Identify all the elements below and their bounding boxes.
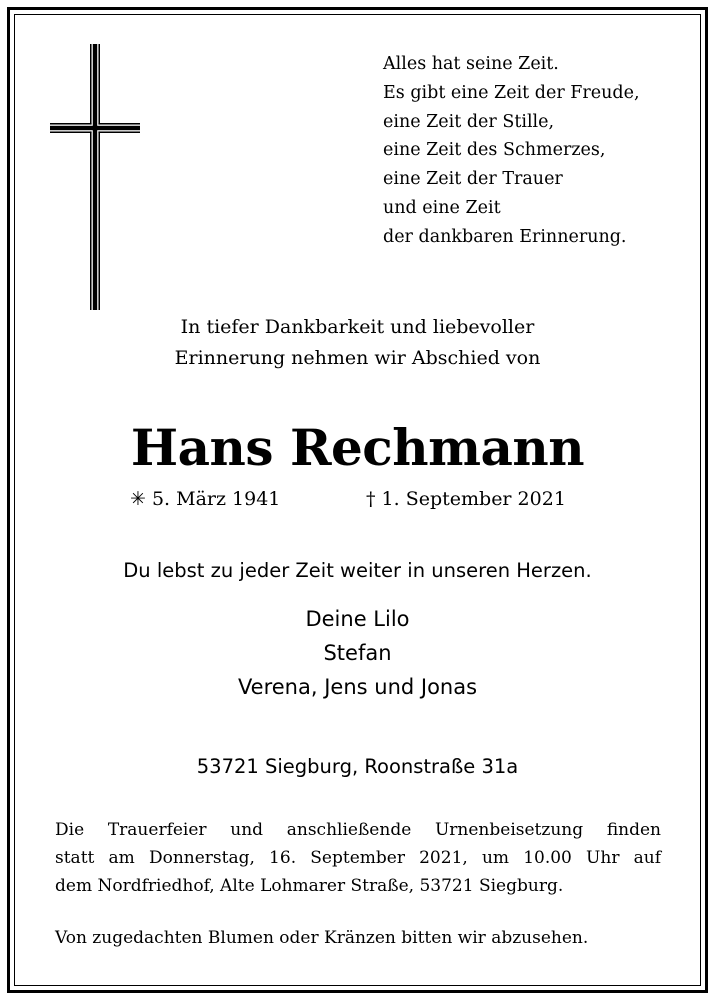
- family-line: Verena, Jens und Jonas: [237, 675, 478, 699]
- intro-text: [0, 312, 715, 374]
- death-date: † 1. September 2021: [366, 488, 566, 510]
- poem-line: Alles hat seine Zeit.: [383, 54, 559, 74]
- cross-icon: [50, 44, 140, 310]
- intro-line: Erinnerung nehmen wir Abschied von: [174, 347, 541, 369]
- motto: Du lebst zu jeder Zeit weiter in unseren Herzen.: [123, 559, 592, 582]
- deceased-name: Hans Rechmann: [130, 418, 585, 477]
- birth-date: ✳ 5. März 1941: [130, 488, 281, 510]
- poem-line: eine Zeit des Schmerzes,: [383, 140, 606, 161]
- poem-line: und eine Zeit: [383, 197, 501, 218]
- poem: [383, 50, 640, 252]
- poem-line: der dankbaren Erinnerung.: [383, 226, 627, 247]
- notice-line: Die Trauerfeier und anschließende Urnenbeisetzung finden: [55, 820, 661, 840]
- poem-line: Es gibt eine Zeit der Freude,: [383, 82, 640, 103]
- family-line: Stefan: [323, 641, 392, 665]
- address: 53721 Siegburg, Roonstraße 31a: [196, 755, 519, 778]
- poem-line: eine Zeit der Stille,: [383, 111, 555, 132]
- intro-line: In tiefer Dankbarkeit und liebevoller: [180, 316, 535, 338]
- family-signatures: [0, 602, 715, 704]
- notice-line: statt am Donnerstag, 16. September 2021, um 10.00 Uhr auf: [55, 848, 661, 868]
- family-line: Deine Lilo: [305, 607, 410, 631]
- poem-line: eine Zeit der Trauer: [383, 169, 563, 190]
- funeral-notice: [55, 816, 661, 900]
- flowers-note: Von zugedachten Blumen oder Kränzen bitten wir abzusehen.: [55, 928, 589, 948]
- notice-line: dem Nordfriedhof, Alte Lohmarer Straße, 53721 Siegburg.: [55, 876, 564, 896]
